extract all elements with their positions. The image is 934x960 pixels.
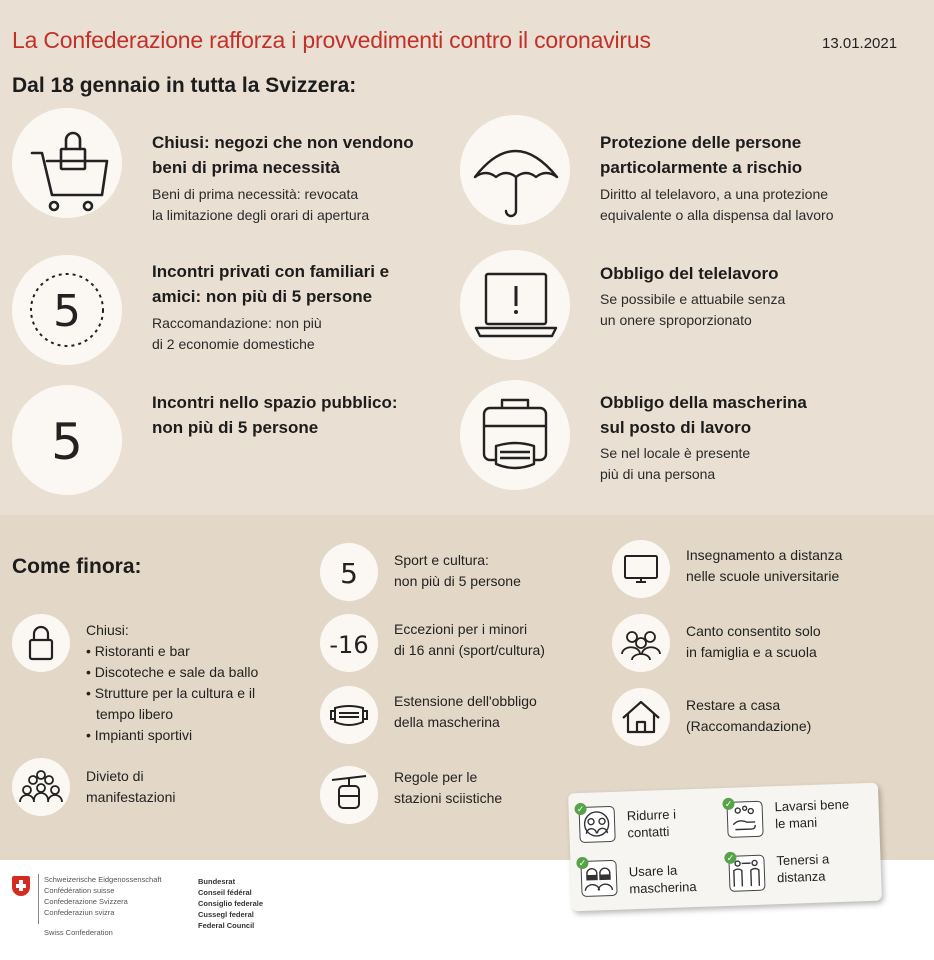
remote-teaching-text: Insegnamento a distanza nelle scuole universitarie: [686, 547, 843, 584]
section-heading-new-measures: Dal 18 gennaio in tutta la Svizzera:: [12, 74, 357, 97]
keep-distance-text: Tenersi a distanza: [776, 851, 830, 886]
check-icon: ✓: [724, 852, 736, 864]
federal-council-names: Bundesrat Conseil fédéral Consiglio federale Cussegl federal Federal Council: [198, 877, 264, 930]
laptop-warning-icon: [460, 250, 570, 360]
measure-text: Diritto al telelavoro, a una protezione equivalente o alla dispensa dal lavoro: [600, 186, 834, 223]
wear-mask-text: Usare la mascherina: [628, 862, 697, 897]
measure-title: Incontri privati con familiari e amici: non più di 5 persone: [152, 262, 390, 306]
closed-label: Chiusi:: [86, 622, 129, 638]
list-item: • Strutture per la cultura e il tempo libero: [86, 683, 276, 725]
stay-home-text: Restare a casa (Raccomandazione): [686, 697, 812, 734]
confederation-names: Schweizerische Eidgenossenschaft Confédération suisse Confederazione Svizzera Confederaziun svizra Swiss Confederation: [44, 875, 162, 937]
reduce-contacts-text: Ridurre i contatti: [626, 806, 677, 841]
check-icon: ✓: [722, 798, 734, 810]
mask-extension-text: Estensione dell'obbligo della mascherina: [394, 693, 537, 730]
measure-title: Obbligo del telelavoro: [600, 264, 779, 283]
wash-hands-text: Lavarsi bene le mani: [774, 796, 850, 832]
list-item: • Ristoranti e bar: [86, 641, 306, 662]
face-mask-icon: [320, 686, 378, 744]
hygiene-rules-card: [568, 783, 882, 912]
measure-title: Incontri nello spazio pubblico: non più di 5 persone: [152, 393, 398, 437]
section-heading-as-before: Come finora:: [12, 555, 142, 578]
measure-title: Chiusi: negozi che non vendono beni di prima necessità: [152, 133, 414, 177]
monitor-icon: [612, 540, 670, 598]
footer-divider: [38, 874, 39, 924]
five-icon: [320, 543, 378, 601]
page-title: La Confederazione rafforza i provvedimenti contro il coronavirus: [12, 27, 651, 53]
crowd-icon: [12, 758, 70, 816]
svg-text:-16: -16: [329, 631, 369, 659]
svg-text:5: 5: [53, 286, 81, 337]
publication-date: 13.01.2021: [822, 35, 898, 52]
list-item: • Impianti sportivi: [86, 725, 306, 746]
measure-text: Raccomandazione: non più di 2 economie domestiche: [152, 315, 322, 352]
house-icon: [612, 688, 670, 746]
singing-group-icon: [612, 614, 670, 672]
five-icon: [12, 385, 122, 495]
briefcase-mask-icon: [460, 380, 570, 490]
umbrella-icon: [460, 115, 570, 225]
list-item: • Discoteche e sale da ballo: [86, 662, 306, 683]
minus-sixteen-icon: [320, 614, 378, 672]
cable-car-icon: [320, 766, 378, 824]
measure-title: Protezione delle persone particolarmente a rischio: [600, 133, 803, 177]
svg-text:5: 5: [51, 413, 83, 471]
singing-text: Canto consentito solo in famiglia e a scuola: [686, 623, 821, 660]
lock-icon: [12, 614, 70, 672]
minors-exception-text: Eccezioni per i minori di 16 anni (sport/cultura): [394, 621, 545, 658]
ski-rules-text: Regole per le stazioni sciistiche: [394, 769, 503, 806]
svg-text:5: 5: [340, 557, 358, 590]
measure-text: Beni di prima necessità: revocata la limitazione degli orari di apertura: [152, 186, 370, 223]
check-icon: ✓: [574, 803, 586, 815]
measure-text: Se nel locale è presente più di una persona: [600, 445, 751, 482]
shopping-cart-lock-icon: [12, 108, 122, 218]
measure-text: Se possibile e attuabile senza un onere sproporzionato: [600, 291, 786, 328]
five-dashed-circle-icon: [12, 255, 122, 365]
measure-title: Obbligo della mascherina sul posto di lavoro: [600, 393, 807, 437]
events-ban-text: Divieto di manifestazioni: [86, 768, 176, 805]
check-icon: ✓: [576, 857, 588, 869]
sport-culture-text: Sport e cultura: non più di 5 persone: [394, 552, 521, 589]
swiss-flag-logo: [12, 876, 30, 896]
closed-venues-list: [86, 620, 306, 746]
